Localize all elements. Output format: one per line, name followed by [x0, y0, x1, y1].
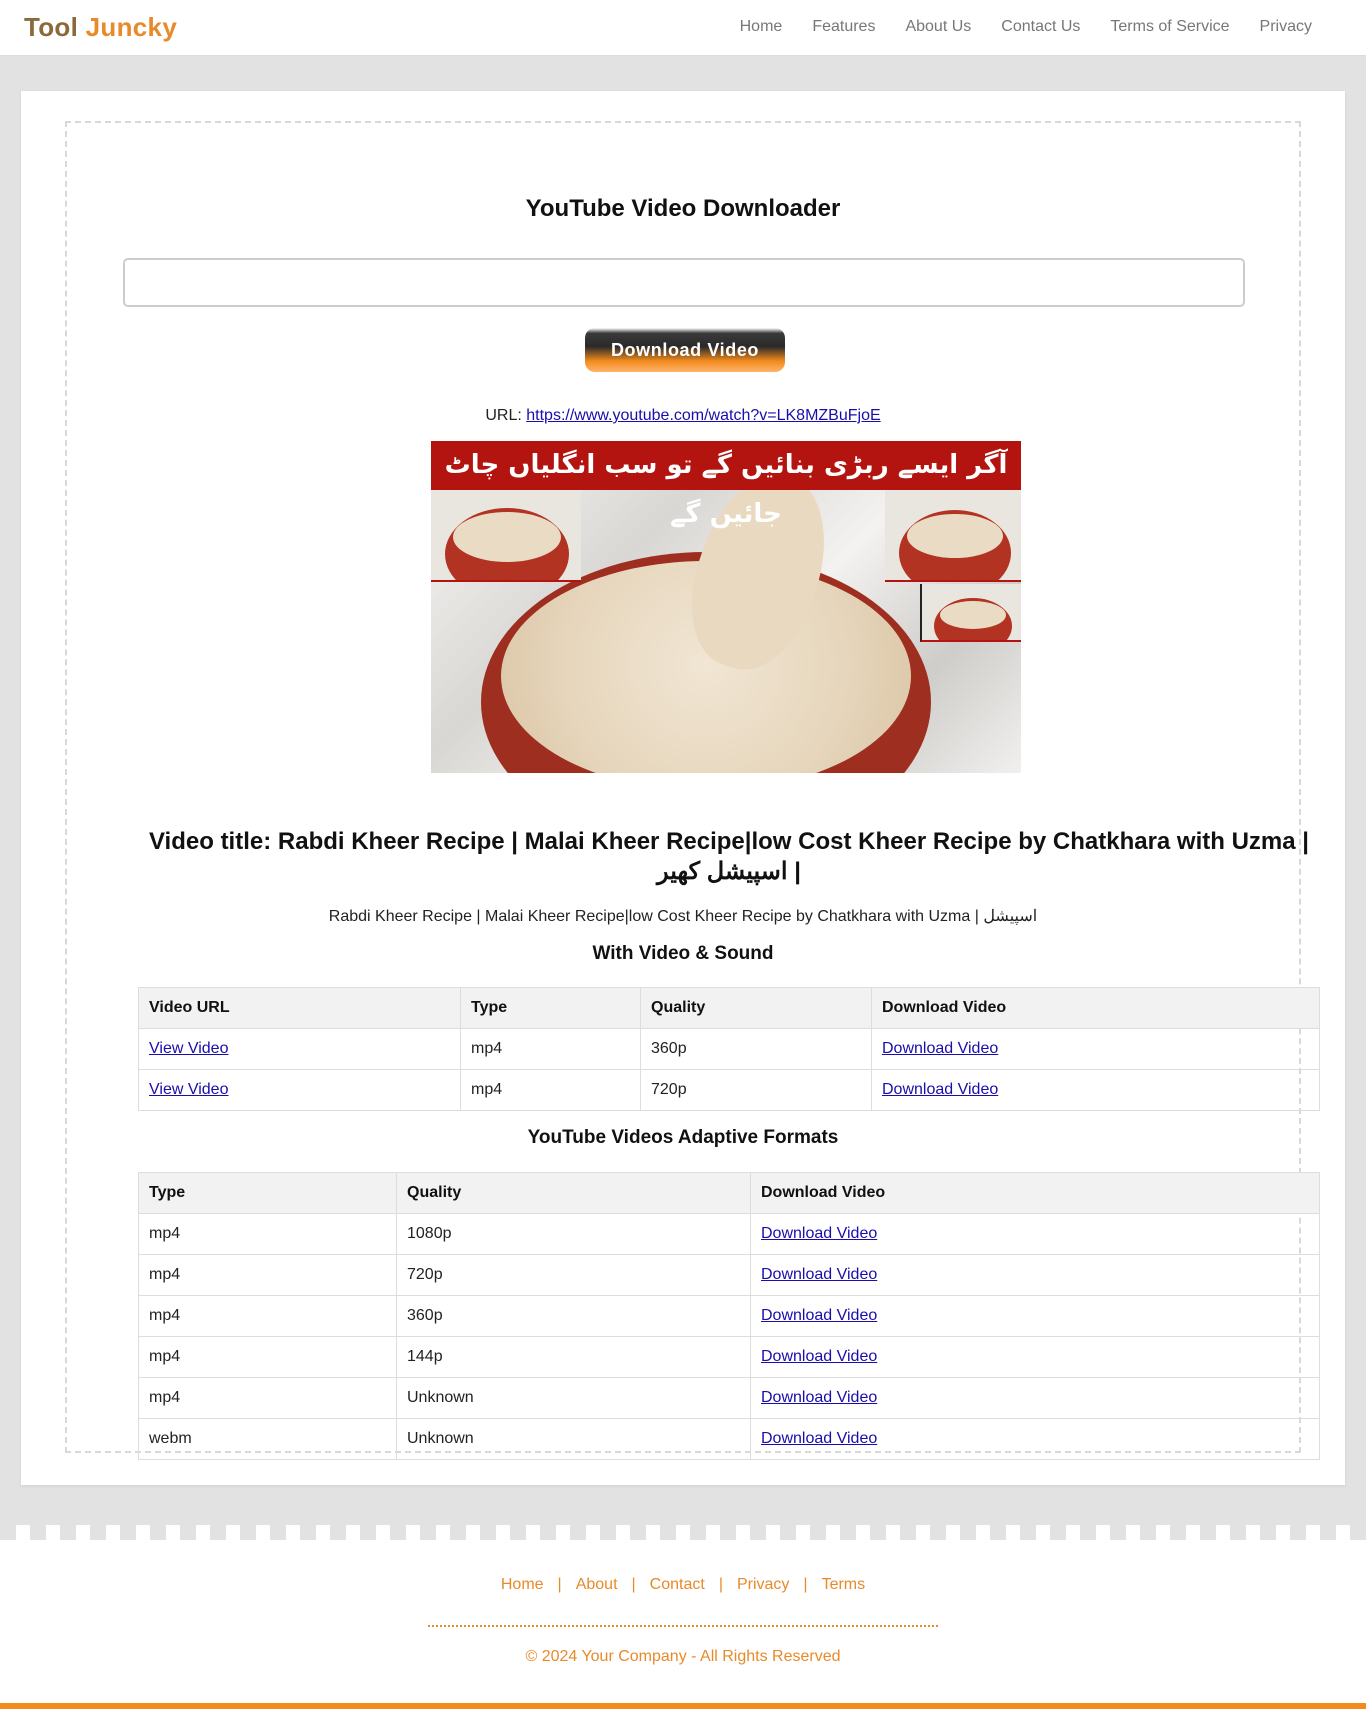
table-row	[139, 1378, 1320, 1419]
cell-view	[139, 1029, 461, 1070]
cell-type: webm	[139, 1419, 397, 1460]
video-thumbnail	[431, 441, 1021, 773]
nav-contact-us[interactable]: Contact Us	[1001, 18, 1081, 35]
main-card	[21, 91, 1345, 1485]
table-header-row	[139, 988, 1320, 1029]
adaptive-formats-table	[138, 1172, 1320, 1460]
cell-quality: Unknown	[397, 1378, 751, 1419]
video-description: Rabdi Kheer Recipe | Malai Kheer Recipe|low Cost Kheer Recipe by Chatkhara with Uzma | اسپیشل	[328, 908, 1038, 925]
footer	[0, 1540, 1366, 1703]
cell-type: mp4	[139, 1255, 397, 1296]
cell-download	[751, 1337, 1320, 1378]
nav-privacy[interactable]: Privacy	[1259, 18, 1312, 35]
download-video-link[interactable]: Download Video	[761, 1389, 878, 1406]
nav-home[interactable]: Home	[739, 18, 783, 35]
footer-separator: |	[803, 1576, 808, 1593]
footer-link-privacy[interactable]: Privacy	[736, 1576, 790, 1593]
table-row	[139, 1070, 1320, 1111]
footer-link-about[interactable]: About	[575, 1576, 618, 1593]
footer-accent-bar	[0, 1703, 1366, 1709]
video-url-link[interactable]: https://www.youtube.com/watch?v=LK8MZBuFjoE	[526, 407, 881, 424]
cell-quality: 1080p	[397, 1214, 751, 1255]
footer-link-contact[interactable]: Contact	[649, 1576, 705, 1593]
main-nav	[740, 18, 1312, 36]
view-video-link[interactable]: View Video	[149, 1040, 229, 1057]
cell-quality: 720p	[641, 1070, 872, 1111]
cell-quality: 360p	[397, 1296, 751, 1337]
footer-nav	[0, 1576, 1366, 1594]
cell-type: mp4	[139, 1296, 397, 1337]
cell-download	[751, 1296, 1320, 1337]
table-row	[139, 1337, 1320, 1378]
download-video-link[interactable]: Download Video	[761, 1266, 878, 1283]
footer-link-terms[interactable]: Terms	[821, 1576, 866, 1593]
col-type: Type	[461, 988, 641, 1029]
cell-quality: Unknown	[397, 1419, 751, 1460]
table-row	[139, 1255, 1320, 1296]
footer-copyright: © 2024 Your Company - All Rights Reserved	[525, 1648, 841, 1665]
cell-type: mp4	[461, 1029, 641, 1070]
table-row	[139, 1296, 1320, 1337]
download-video-link[interactable]: Download Video	[761, 1348, 878, 1365]
table-row	[139, 1419, 1320, 1460]
thumbnail-inset-left	[431, 490, 581, 582]
footer-separator: |	[718, 1576, 723, 1593]
view-video-link[interactable]: View Video	[149, 1081, 229, 1098]
table-row	[139, 1214, 1320, 1255]
cell-download	[751, 1214, 1320, 1255]
col-quality: Quality	[641, 988, 872, 1029]
col-download-video: Download Video	[872, 988, 1320, 1029]
downloader-panel	[65, 121, 1309, 1453]
cell-download	[751, 1419, 1320, 1460]
top-navbar	[0, 0, 1366, 56]
brand-logo[interactable]	[24, 12, 177, 43]
youtube-url-input[interactable]	[123, 258, 1245, 307]
url-label: URL:	[485, 407, 522, 424]
footer-separator: |	[557, 1576, 562, 1593]
cell-type: mp4	[139, 1378, 397, 1419]
cell-download	[751, 1255, 1320, 1296]
footer-divider	[428, 1625, 938, 1627]
footer-separator: |	[631, 1576, 636, 1593]
video-url-line	[67, 407, 1299, 425]
download-video-link[interactable]: Download Video	[882, 1040, 999, 1057]
section-title-video-sound: With Video & Sound	[592, 943, 774, 964]
table-row	[139, 1029, 1320, 1070]
video-title: Video title: Rabdi Kheer Recipe | Malai Kheer Recipe|low Cost Kheer Recipe by Chatkhara with Uzma | اسپیشل کھیر |	[148, 828, 1309, 885]
cell-quality: 720p	[397, 1255, 751, 1296]
col-download-video: Download Video	[751, 1173, 1320, 1214]
cell-type: mp4	[139, 1337, 397, 1378]
cell-type: mp4	[139, 1214, 397, 1255]
nav-features[interactable]: Features	[812, 18, 876, 35]
download-video-link[interactable]: Download Video	[761, 1307, 878, 1324]
cell-type: mp4	[461, 1070, 641, 1111]
download-video-link[interactable]: Download Video	[882, 1081, 999, 1098]
video-sound-table	[138, 987, 1320, 1111]
cell-view	[139, 1070, 461, 1111]
download-video-button[interactable]: Download Video	[585, 328, 785, 372]
thumbnail-inset-small	[920, 584, 1021, 642]
download-video-link[interactable]: Download Video	[761, 1225, 878, 1242]
footer-zigzag-border	[0, 1525, 1366, 1540]
brand-part2: Juncky	[85, 12, 178, 42]
cell-download	[872, 1070, 1320, 1111]
col-quality: Quality	[397, 1173, 751, 1214]
page-title: YouTube Video Downloader	[525, 195, 841, 222]
cell-download	[751, 1378, 1320, 1419]
table-header-row	[139, 1173, 1320, 1214]
section-title-adaptive-formats: YouTube Videos Adaptive Formats	[527, 1127, 839, 1148]
download-video-link[interactable]: Download Video	[761, 1430, 878, 1447]
footer-link-home[interactable]: Home	[500, 1576, 544, 1593]
cell-quality: 360p	[641, 1029, 872, 1070]
cell-quality: 144p	[397, 1337, 751, 1378]
brand-part1: Tool	[24, 12, 79, 42]
nav-terms-of-service[interactable]: Terms of Service	[1110, 18, 1230, 35]
cell-download	[872, 1029, 1320, 1070]
nav-about-us[interactable]: About Us	[905, 18, 972, 35]
thumbnail-inset-right	[885, 490, 1021, 582]
col-type: Type	[139, 1173, 397, 1214]
thumbnail-banner-text: آگر ایسے ربڑی بنائیں گے تو سب انگلیاں چاٹ جائیں گے	[431, 441, 1021, 490]
col-video-url: Video URL	[139, 988, 461, 1029]
